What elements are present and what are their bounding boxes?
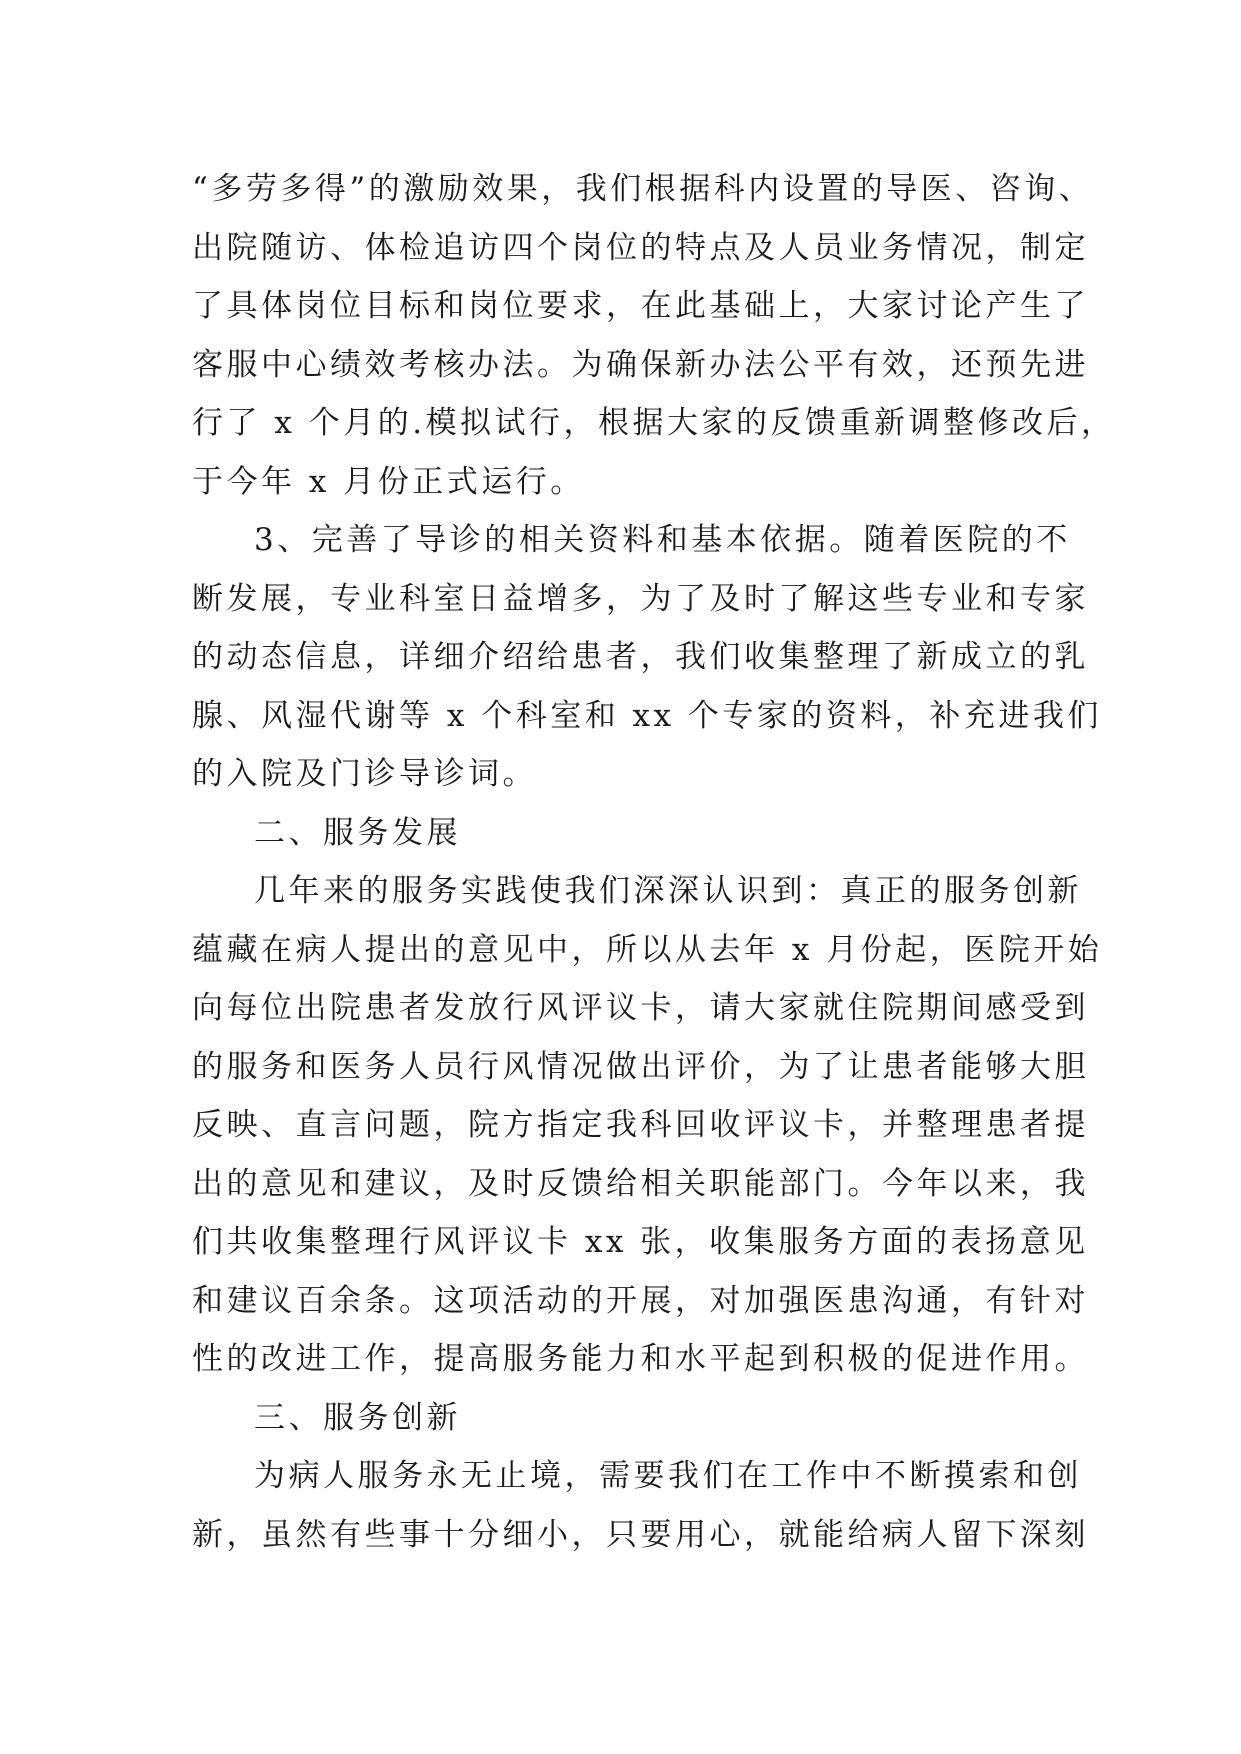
text-line: 3、完善了导诊的相关资料和基本依据。随着医院的不 (254, 522, 1071, 558)
text-line: 反映、直言问题，院方指定我科回收评议卡，并整理患者提 (192, 1107, 1089, 1143)
text-line: 三、服务创新 (254, 1399, 461, 1436)
text-line: 出的意见和建议，及时反馈给相关职能部门。今年以来，我 (192, 1165, 1089, 1202)
document-body (192, 160, 1116, 1564)
text-line: 蕴藏在病人提出的意见中，所以从去年 x 月份起，医院开始 (192, 931, 1103, 968)
text-line: 于今年 x 月份正式运行。 (192, 463, 585, 500)
text-line: 向每位出院患者发放行风评议卡，请大家就住院期间感受到 (192, 990, 1089, 1026)
text-line: 和建议百余条。这项活动的开展，对加强医患沟通，有针对 (192, 1282, 1089, 1319)
text-line: 新，虽然有些事十分细小，只要用心，就能给病人留下深刻 (192, 1516, 1089, 1553)
text-line: 腺、风湿代谢等 x 个科室和 xx 个专家的资料，补充进我们 (192, 697, 1102, 734)
text-line: 几年来的服务实践使我们深深认识到：真正的服务创新 (254, 873, 1082, 909)
text-line: 断发展，专业科室日益增多，为了及时了解这些专业和专家 (192, 580, 1089, 617)
text-line: 的入院及门诊导诊词。 (192, 756, 537, 792)
text-line: 行了 x 个月的.模拟试行，根据大家的反馈重新调整修改后， (192, 405, 1116, 441)
text-line: 们共收集整理行风评议卡 xx 张，收集服务方面的表扬意见 (192, 1224, 1089, 1260)
text-line: 的服务和医务人员行风情况做出评价，为了让患者能够大胆 (192, 1048, 1089, 1085)
text-line: 的动态信息，详细介绍给患者，我们收集整理了新成立的乳 (192, 639, 1089, 675)
text-line: 性的改进工作，提高服务能力和水平起到积极的促进作用。 (192, 1341, 1089, 1377)
text-line: 出院随访、体检追访四个岗位的特点及人员业务情况，制定 (192, 229, 1089, 266)
text-line: “多劳多得”的激励效果，我们根据科内设置的导医、咨询、 (192, 171, 1094, 207)
text-line: 客服中心绩效考核办法。为确保新办法公平有效，还预先进 (192, 346, 1089, 383)
text-line: 了具体岗位目标和岗位要求，在此基础上，大家讨论产生了 (192, 288, 1089, 324)
text-line: 为病人服务永无止境，需要我们在工作中不断摸索和创 (254, 1458, 1082, 1494)
text-line: 二、服务发展 (254, 814, 461, 851)
